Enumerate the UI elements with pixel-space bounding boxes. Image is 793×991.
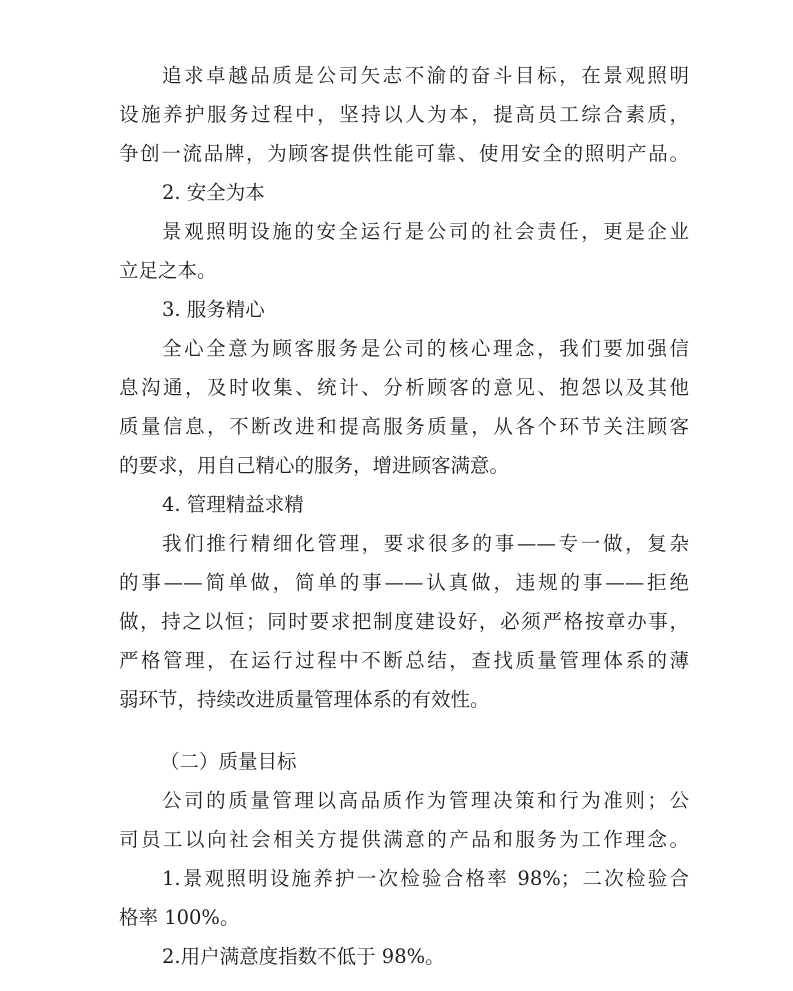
- paragraph-line: 景观照明设施的安全运行是公司的社会责任，更是企业: [162, 220, 689, 243]
- paragraph-line: 质量信息，不断改进和提高服务质量，从各个环节关注顾客: [119, 415, 689, 438]
- paragraph-line: 弱环节，持续改进质量管理体系的有效性。: [119, 688, 490, 711]
- paragraph-line: 做，持之以恒；同时要求把制度建设好，必须严格按章办事，: [119, 610, 689, 633]
- paragraph-line: 司员工以向社会相关方提供满意的产品和服务为工作理念。: [119, 828, 689, 851]
- paragraph-line: 2.用户满意度指数不低于 98%。: [162, 945, 445, 968]
- paragraph-line: 全心全意为顾客服务是公司的核心理念，我们要加强信: [162, 337, 689, 360]
- paragraph-line: 1.景观照明设施养护一次检验合格率 98%；二次检验合: [162, 867, 689, 890]
- section-heading: 3. 服务精心: [162, 298, 265, 321]
- paragraph-line: 公司的质量管理以高品质作为管理决策和行为准则；公: [162, 789, 689, 812]
- paragraph-line: 我们推行精细化管理，要求很多的事——专一做，复杂: [162, 532, 689, 555]
- paragraph-line: 争创一流品牌，为顾客提供性能可靠、使用安全的照明产品。: [119, 142, 689, 165]
- paragraph-line: 息沟通，及时收集、统计、分析顾客的意见、抱怨以及其他: [119, 376, 689, 399]
- paragraph-line: 追求卓越品质是公司矢志不渝的奋斗目标，在景观照明: [162, 64, 689, 87]
- paragraph-line: 设施养护服务过程中，坚持以人为本，提高员工综合素质，: [119, 103, 689, 126]
- paragraph-line: 的要求，用自己精心的服务，增进顾客满意。: [119, 454, 510, 477]
- paragraph-line: 格率 100%。: [119, 906, 240, 929]
- paragraph-line: 立足之本。: [119, 259, 217, 282]
- paragraph-line: 严格管理，在运行过程中不断总结，查找质量管理体系的薄: [119, 649, 689, 672]
- section-heading: 2. 安全为本: [162, 181, 265, 204]
- subsection-heading: （二）质量目标: [160, 750, 297, 773]
- paragraph-line: 的事——简单做，简单的事——认真做，违规的事——拒绝: [119, 571, 689, 594]
- section-heading: 4. 管理精益求精: [162, 493, 304, 516]
